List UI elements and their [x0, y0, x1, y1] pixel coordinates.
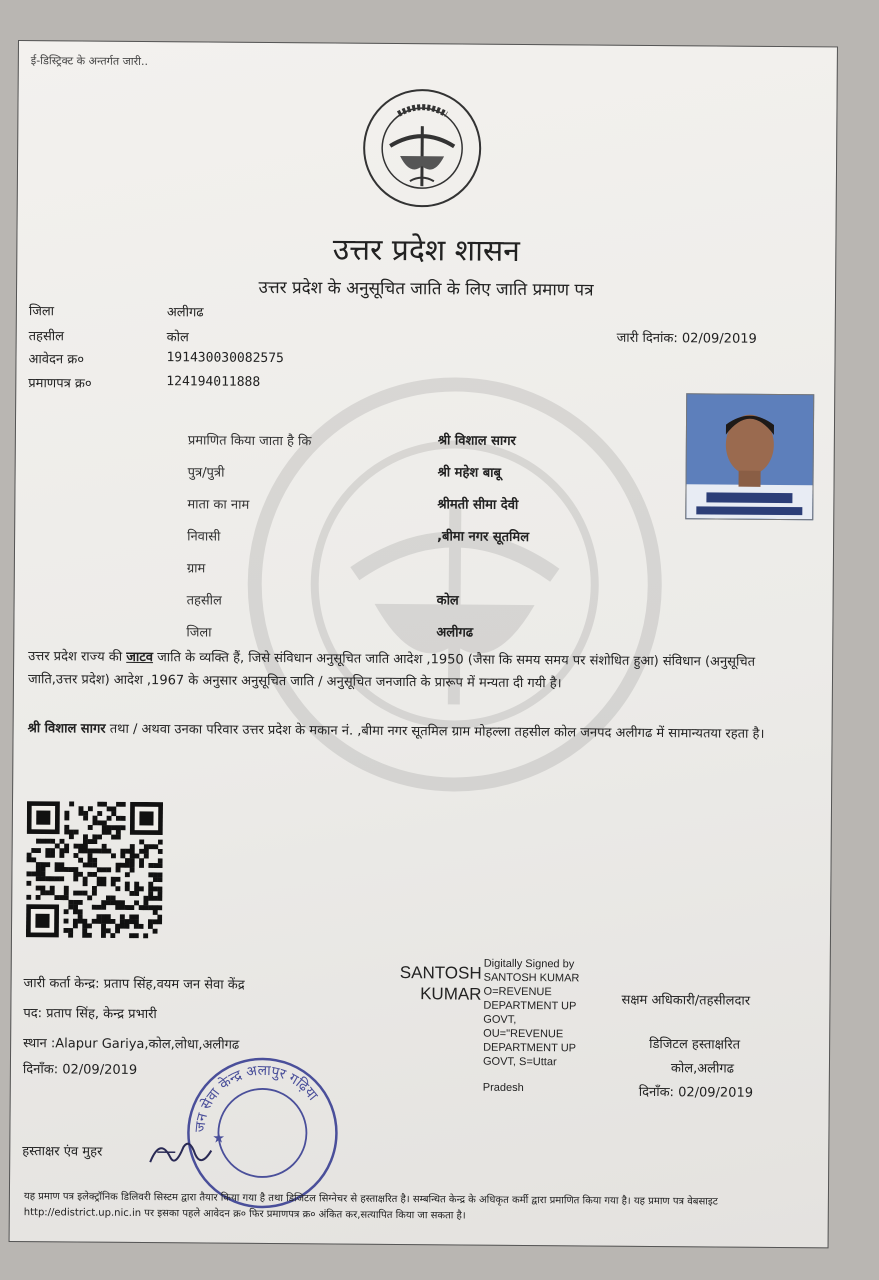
tehsil-value: कोल: [166, 330, 189, 346]
certificate-number: 124194011888: [166, 374, 261, 390]
district-value: अलीगढ: [166, 305, 204, 321]
field-village-label: ग्राम: [186, 561, 206, 577]
field-son-daughter-label: पुत्र/पुत्री: [187, 465, 225, 481]
handwritten-signature: [145, 1132, 215, 1173]
issuer-post: पद: प्रताप सिंह, केन्द्र प्रभारी: [23, 1006, 157, 1023]
certificate-subheading: उत्तर प्रदेश के अनुसूचित जाति के लिए जाति प्रमाण पत्र: [258, 277, 594, 301]
signature-line: Digitally Signed by: [483, 957, 575, 971]
digital-signature-details: [483, 957, 580, 1070]
caste-statement-post: जाति के व्यक्ति हैं, जिसे संविधान अनुसूचित जाति आदेश ,1950 (जैसा कि समय समय पर संशोधित हुआ) संविधान (अनुसूचित जाति,उत्तर प्रदेश) आदेश ,1967 के अनुसार अनुसूचित जाति / अनुसूचित जनजाति के प्रारूप में मन्यता दी गयी है।: [27, 650, 756, 692]
signature-line: OU="REVENUE: [483, 1027, 564, 1041]
signer-name-line2: KUMAR: [420, 984, 482, 1004]
up-govt-emblem: [360, 86, 485, 211]
residence-person-name: श्री विशाल सागर: [27, 721, 106, 737]
caste-name: जाटव: [126, 649, 154, 666]
disclaimer-text-1: यह प्रमाण पत्र इलेक्ट्रॉनिक डिलिवरी सिस्टम द्वारा तैयार किया गया है तथा डिजिटल सिग्नेचर से हस्ताक्षरित है। सम्बन्धित केन्द्र के अधिकृत कर्मी द्वारा प्रमाणित किया गया है। यह प्रमाण पत्र वेबसाइट: [23, 1191, 718, 1208]
field-tehsil-value: कोल: [436, 593, 459, 609]
caste-statement: [28, 645, 798, 697]
issuer-date: दिनाँक: 02/09/2019: [22, 1062, 138, 1078]
verification-url[interactable]: http://edistrict.up.nic.in: [23, 1207, 142, 1220]
field-son-daughter-value: श्री महेश बाबू: [437, 465, 502, 481]
field-district-label: जिला: [186, 625, 212, 641]
tehsil-label: तहसील: [28, 329, 65, 345]
issue-date: जारी दिनांक: 02/09/2019: [616, 330, 757, 347]
field-resident-value: ,बीमा नगर सूतमिल: [437, 529, 530, 546]
disclaimer-text-2: पर इसका पहले आवेदन क्र० फिर प्रमाणपत्र क्र० अंकित कर,सत्यापित किया जा सकता है।: [141, 1208, 466, 1222]
signature-line: GOVT,: [483, 1013, 517, 1026]
signature-line: O=REVENUE: [483, 985, 552, 999]
field-certified-value: श्री विशाल सागर: [437, 433, 516, 449]
officer-date: दिनाँक: 02/09/2019: [638, 1084, 754, 1101]
application-label: आवेदन क्र०: [28, 352, 85, 368]
field-district-value: अलीगढ: [436, 625, 474, 641]
signature-seal-label: हस्ताक्षर एंव मुहर: [22, 1144, 103, 1160]
field-certified-label: प्रमाणित किया जाता है कि: [187, 433, 312, 450]
edistrict-note: ई-डिस्ट्रिक्ट के अन्तर्गत जारी..: [30, 54, 149, 69]
field-tehsil-label: तहसील: [186, 593, 222, 609]
verification-disclaimer: [24, 1189, 814, 1227]
signer-name-line1: SANTOSH: [399, 963, 482, 983]
certificate-number-label: प्रमाणपत्र क्र०: [28, 376, 92, 392]
digitally-signed-label: डिजिटल हस्ताक्षरित: [649, 1036, 741, 1053]
signature-line: SANTOSH KUMAR: [483, 971, 580, 985]
officer-place: कोल,अलीगढ: [670, 1061, 735, 1077]
verification-qr-code: [26, 801, 163, 942]
issuing-center: जारी कर्ता केन्द्र: प्रताप सिंह,वयम जन सेवा केंद्र: [23, 976, 245, 993]
competent-officer-title: सक्षम अधिकारी/तहसीलदार: [621, 992, 751, 1009]
issue-place: स्थान :Alapur Gariya,कोल,लोधा,अलीगढ: [23, 1036, 240, 1053]
certificate-heading: उत्तर प्रदेश शासन: [332, 232, 520, 269]
signature-line: GOVT, S=Uttar: [482, 1055, 557, 1069]
certificate-paper: [9, 40, 838, 1248]
field-mother-label: माता का नाम: [187, 497, 250, 513]
signature-line: DEPARTMENT UP: [483, 1041, 577, 1055]
caste-statement-pre: उत्तर प्रदेश राज्य की: [28, 649, 127, 665]
field-resident-label: निवासी: [187, 529, 221, 545]
signature-state: Pradesh: [482, 1081, 524, 1095]
applicant-photo: [685, 393, 814, 520]
application-number: 191430030082575: [166, 350, 284, 367]
svg-text:★: ★: [212, 1130, 226, 1147]
signature-line: DEPARTMENT UP: [483, 999, 577, 1013]
residence-statement: [28, 717, 798, 746]
signer-name: [371, 962, 481, 1005]
svg-text:जन सेवा केन्द्र अलापुर गढ़िया: [192, 1062, 321, 1134]
field-mother-value: श्रीमती सीमा देवी: [437, 497, 519, 513]
stamp-text: जन सेवा केन्द्र अलापुर गढ़िया: [192, 1062, 321, 1133]
district-label: जिला: [28, 304, 55, 320]
residence-statement-text: तथा / अथवा उनका परिवार उत्तर प्रदेश के मकान नं. ,बीमा नगर सूतमिल ग्राम मोहल्ला तहसील कोल जनपद अलीगढ में सामान्यतया रहता है।: [105, 721, 765, 742]
